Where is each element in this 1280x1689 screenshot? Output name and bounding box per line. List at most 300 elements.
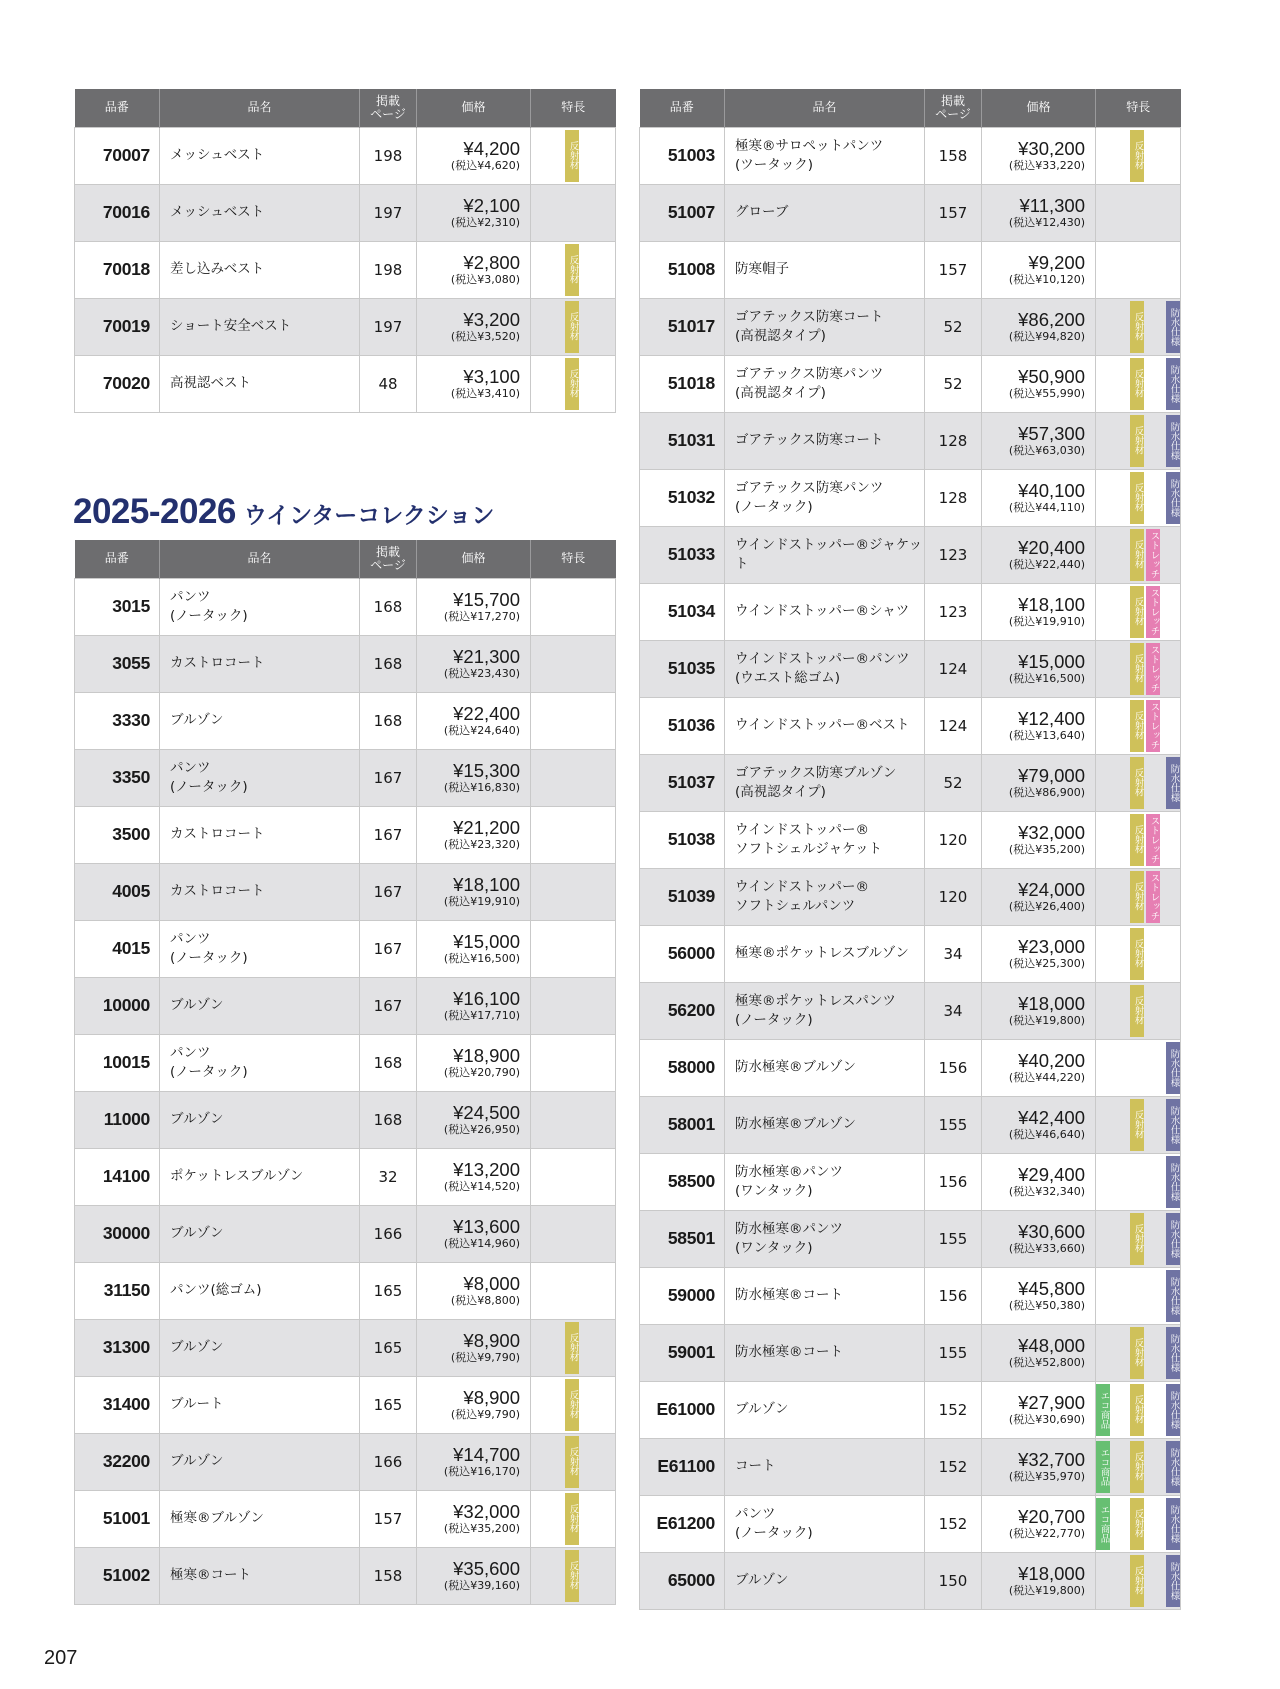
features-wrap [531,1092,615,1148]
product-name [725,925,925,982]
feature-tag-hansha: 反射材 [1130,985,1144,1037]
catalog-page: 168 [360,1091,417,1148]
product-name-line: ソフトシェルジャケット [735,840,882,857]
features [1096,697,1181,754]
features-wrap [1096,356,1180,412]
feature-tag-bousui: 防水仕様 [1166,1213,1180,1265]
features [1096,1096,1181,1153]
product-code: 10000 [75,977,160,1034]
price-main: ¥86,200 [1018,309,1085,331]
price-main: ¥40,100 [1018,480,1085,502]
price [982,526,1096,583]
feature-tag-stretch: ストレッチ [1146,814,1160,866]
table-row [640,697,1181,754]
product-name [160,692,360,749]
product-code: 58000 [640,1039,725,1096]
price-tax-included: (税込¥19,910) [443,894,520,908]
product-name-line: メッシュベスト [170,147,265,164]
product-name-line: ショート安全ベスト [170,318,292,335]
table-row [75,127,616,184]
feature-tag-bousui: 防水仕様 [1166,757,1180,809]
price [417,1262,531,1319]
features [1096,298,1181,355]
price-main: ¥57,300 [1018,423,1085,445]
price-main: ¥2,100 [463,195,520,217]
header-page-line2: ページ [370,106,406,121]
product-name-line: パンツ [170,931,211,948]
product-name [725,811,925,868]
catalog-page: 152 [925,1495,982,1552]
catalog-page: 34 [925,925,982,982]
header-code: 品番 [640,89,725,127]
price-tax-included: (税込¥86,900) [1008,785,1085,799]
catalog-page: 166 [360,1205,417,1262]
price-tax-included: (税込¥3,410) [450,386,520,400]
table-row [640,754,1181,811]
product-code: 3055 [75,635,160,692]
price-tax-included: (税込¥23,430) [443,666,520,680]
catalog-page: 152 [925,1438,982,1495]
feature-tag-hansha: 反射材 [1130,757,1144,809]
features [1096,868,1181,925]
feature-tag-hansha: 反射材 [565,1436,579,1488]
feature-tag-bousui: 防水仕様 [1166,1555,1180,1607]
section-title-year: 2025-2026 [73,492,236,531]
product-name-line: (ツータック) [735,156,814,173]
table-row [640,583,1181,640]
features-wrap [531,750,615,806]
table-row [75,749,616,806]
catalog-page: 158 [925,127,982,184]
product-name-line: ゴアテックス防寒パンツ [735,366,884,383]
price-tax-included: (税込¥63,030) [1008,443,1085,457]
product-name-line: 極寒®ポケットレスブルゾン [735,945,909,962]
price-tax-included: (税込¥55,990) [1008,386,1085,400]
product-code: 59001 [640,1324,725,1381]
features-wrap [1096,470,1180,526]
catalog-page: 168 [360,692,417,749]
price-main: ¥30,600 [1018,1221,1085,1243]
catalog-page: 165 [360,1319,417,1376]
price-main: ¥32,700 [1018,1449,1085,1471]
price-main: ¥42,400 [1018,1107,1085,1129]
product-code: 14100 [75,1148,160,1205]
price-tax-included: (税込¥26,400) [1008,899,1085,913]
table-row [640,1267,1181,1324]
product-code: 51037 [640,754,725,811]
header-page [360,89,417,127]
feature-tag-bousui: 防水仕様 [1166,415,1180,467]
table-row [640,982,1181,1039]
product-name-line: パンツ [735,1506,776,1523]
features-wrap [1096,1154,1180,1210]
features [1096,1438,1181,1495]
product-code: 30000 [75,1205,160,1262]
price-main: ¥8,900 [463,1387,520,1409]
features [531,1262,616,1319]
price [982,469,1096,526]
features-wrap [531,185,615,241]
price [417,1376,531,1433]
product-code: 51034 [640,583,725,640]
catalog-page: 156 [925,1267,982,1324]
product-code: 65000 [640,1552,725,1609]
product-code: 31400 [75,1376,160,1433]
product-name-line: 防水極寒®コート [735,1287,843,1304]
product-name-line: 高視認ベスト [170,375,251,392]
product-code: 59000 [640,1267,725,1324]
features-wrap [531,807,615,863]
features-wrap [1096,698,1180,754]
header-page-line1: 掲載 [940,94,965,109]
product-code: 31150 [75,1262,160,1319]
catalog-page: 167 [360,977,417,1034]
features [531,1148,616,1205]
price [417,1091,531,1148]
product-name-line: (ノータック) [170,778,248,795]
catalog-page: 123 [925,583,982,640]
product-name-line: 極寒®サロペットパンツ [735,138,884,155]
features [531,1091,616,1148]
product-name-line: (ノータック) [735,1524,813,1541]
price [417,635,531,692]
price-tax-included: (税込¥14,520) [443,1179,520,1193]
price-main: ¥18,000 [1018,1563,1085,1585]
price [417,977,531,1034]
product-name-line: ソフトシェルパンツ [735,897,856,914]
table-row [640,1210,1181,1267]
product-code: 56200 [640,982,725,1039]
price-tax-included: (税込¥13,640) [1008,728,1085,742]
catalog-page: 167 [360,749,417,806]
price-main: ¥2,800 [463,252,520,274]
product-name [725,868,925,925]
feature-tag-hansha: 反射材 [1130,415,1144,467]
table-row [75,1091,616,1148]
catalog-page: 128 [925,412,982,469]
price-tax-included: (税込¥19,910) [1008,614,1085,628]
features-wrap [1096,413,1180,469]
feature-tag-hansha: 反射材 [1130,1498,1144,1550]
catalog-page: 52 [925,754,982,811]
header-page-line1: 掲載 [375,94,400,109]
table-row [75,1376,616,1433]
product-name [725,526,925,583]
price [982,1495,1096,1552]
product-name-line: ブルート [170,1396,224,1413]
features [531,1205,616,1262]
price-main: ¥18,100 [1018,594,1085,616]
features-wrap [531,1206,615,1262]
features [531,184,616,241]
product-name-line: ゴアテックス防寒コート [735,432,884,449]
price-tax-included: (税込¥50,380) [1008,1298,1085,1312]
product-name [160,863,360,920]
catalog-page: 165 [360,1262,417,1319]
catalog-page: 198 [360,241,417,298]
price-main: ¥8,000 [463,1273,520,1295]
price-tax-included: (税込¥9,790) [450,1350,520,1364]
product-code: 51018 [640,355,725,412]
product-name-line: ブルゾン [170,1225,224,1242]
features-wrap [1096,1268,1180,1324]
product-name-line: パンツ [170,760,211,777]
product-code: 31300 [75,1319,160,1376]
price [982,754,1096,811]
price [417,241,531,298]
features [1096,1552,1181,1609]
product-code: 70018 [75,241,160,298]
feature-tag-hansha: 反射材 [1130,358,1144,410]
feature-tag-stretch: ストレッチ [1146,700,1160,752]
product-name [160,241,360,298]
features [1096,1381,1181,1438]
table-row [75,806,616,863]
catalog-page: 52 [925,298,982,355]
product-code: 70019 [75,298,160,355]
features [1096,1267,1181,1324]
product-code: 58001 [640,1096,725,1153]
catalog-page: 128 [925,469,982,526]
product-name-line: (ワンタック) [735,1239,813,1256]
product-name [725,1324,925,1381]
feature-tag-eco: エコ商品 [1096,1441,1110,1493]
product-code: 3350 [75,749,160,806]
price-main: ¥18,000 [1018,993,1085,1015]
price-tax-included: (税込¥17,270) [443,609,520,623]
catalog-page: 155 [925,1210,982,1267]
product-name-line: (高視認タイプ) [735,384,826,401]
price-main: ¥29,400 [1018,1164,1085,1186]
price [417,1547,531,1604]
price [982,1552,1096,1609]
price-main: ¥15,700 [453,589,520,611]
product-name-line: ブルゾン [170,1453,224,1470]
features-wrap [1096,641,1180,697]
feature-tag-stretch: ストレッチ [1146,871,1160,923]
catalog-page: 52 [925,355,982,412]
product-name-line: ウインドストッパー®ジャケット [735,537,923,572]
product-name-line: 防寒帽子 [735,261,789,278]
price [417,1433,531,1490]
price-tax-included: (税込¥44,220) [1008,1070,1085,1084]
header-price: 価格 [982,89,1096,127]
feature-tag-hansha: 反射材 [565,301,579,353]
features-wrap [531,1035,615,1091]
price [417,1034,531,1091]
features-wrap [531,636,615,692]
product-name-line: 極寒®ブルゾン [170,1510,264,1527]
product-name-line: カストロコート [170,883,265,900]
product-code: 58501 [640,1210,725,1267]
features [531,1034,616,1091]
features [1096,640,1181,697]
price-main: ¥79,000 [1018,765,1085,787]
product-name [160,635,360,692]
features-wrap [1096,1325,1180,1381]
price-main: ¥32,000 [453,1501,520,1523]
price [417,749,531,806]
feature-tag-hansha: 反射材 [1130,1213,1144,1265]
price-tax-included: (税込¥12,430) [1008,215,1085,229]
feature-tag-bousui: 防水仕様 [1166,1099,1180,1151]
table-row [75,578,616,635]
price [982,583,1096,640]
product-code: E61100 [640,1438,725,1495]
features-wrap [1096,128,1180,184]
features-wrap [531,1320,615,1376]
features [531,578,616,635]
feature-tag-hansha: 反射材 [565,130,579,182]
product-name-line: ブルゾン [170,1111,224,1128]
product-name-line: (ノータック) [735,1011,813,1028]
price-tax-included: (税込¥35,200) [443,1521,520,1535]
product-name-line: ウインドストッパー® [735,822,870,839]
product-name-line: カストロコート [170,655,265,672]
product-name-line: パンツ(総ゴム) [170,1282,262,1299]
features [1096,355,1181,412]
product-name [160,920,360,977]
price-main: ¥12,400 [1018,708,1085,730]
price-tax-included: (税込¥10,120) [1008,272,1085,286]
table-row [640,1324,1181,1381]
features [1096,1153,1181,1210]
price [417,184,531,241]
feature-tag-hansha: 反射材 [1130,871,1144,923]
feature-tag-hansha: 反射材 [1130,130,1144,182]
product-code: 4005 [75,863,160,920]
table-row [640,469,1181,526]
product-name [725,1438,925,1495]
price-tax-included: (税込¥16,830) [443,780,520,794]
features [531,1376,616,1433]
product-name-line: パンツ [170,1045,211,1062]
product-name [725,754,925,811]
product-name [725,1153,925,1210]
header-page-line2: ページ [935,106,971,121]
price-tax-included: (税込¥20,790) [443,1065,520,1079]
product-name-line: カストロコート [170,826,265,843]
price [417,863,531,920]
features-wrap [531,1149,615,1205]
product-name-line: 防水極寒®パンツ [735,1164,843,1181]
product-name-line: ブルゾン [170,997,224,1014]
catalog-page: 152 [925,1381,982,1438]
price-tax-included: (税込¥3,520) [450,329,520,343]
table-row [640,298,1181,355]
product-name [160,1205,360,1262]
product-code: 3015 [75,578,160,635]
catalog-page: 165 [360,1376,417,1433]
product-name-line: 防水極寒®ブルゾン [735,1059,856,1076]
header-code: 品番 [75,540,160,578]
product-name-line: 防水極寒®パンツ [735,1221,843,1238]
header-page [925,89,982,127]
product-name [725,1210,925,1267]
table-row [640,355,1181,412]
product-code: 3500 [75,806,160,863]
price-tax-included: (税込¥94,820) [1008,329,1085,343]
product-name-line: ブルゾン [170,1339,224,1356]
product-code: 51003 [640,127,725,184]
product-name [160,184,360,241]
feature-tag-hansha: 反射材 [1130,586,1144,638]
table-row [75,184,616,241]
product-name-line: (ウエスト総ゴム) [735,669,841,686]
price-main: ¥30,200 [1018,138,1085,160]
feature-tag-stretch: ストレッチ [1146,529,1160,581]
product-code: 51002 [75,1547,160,1604]
header-features: 特長 [531,89,616,127]
price-tax-included: (税込¥19,800) [1008,1583,1085,1597]
features-wrap [531,864,615,920]
feature-tag-hansha: 反射材 [1130,814,1144,866]
price [982,1381,1096,1438]
features [1096,127,1181,184]
product-name-line: (高視認タイプ) [735,327,826,344]
features-wrap [531,356,615,412]
product-name [725,1267,925,1324]
price-tax-included: (税込¥8,800) [450,1293,520,1307]
product-name [725,1381,925,1438]
price-tax-included: (税込¥16,500) [443,951,520,965]
price-tax-included: (税込¥4,620) [450,158,520,172]
price [982,127,1096,184]
features-wrap [531,579,615,635]
features [531,298,616,355]
table-header [640,89,1181,127]
product-name-line: 差し込みベスト [170,261,265,278]
features [1096,754,1181,811]
price-tax-included: (税込¥30,690) [1008,1412,1085,1426]
feature-tag-eco: エコ商品 [1096,1384,1110,1436]
header-price: 価格 [417,540,531,578]
features-wrap [1096,527,1180,583]
catalog-page: 124 [925,697,982,754]
features-wrap [531,1491,615,1547]
product-name-line: (ノータック) [735,498,813,515]
features-wrap [1096,1382,1180,1438]
feature-tag-hansha: 反射材 [1130,1099,1144,1151]
features-wrap [1096,1097,1180,1153]
product-name-line: ブルゾン [735,1401,789,1418]
price-main: ¥8,900 [463,1330,520,1352]
product-name-line: (ノータック) [170,949,248,966]
product-name-line: ゴアテックス防寒コート [735,309,884,326]
price-tax-included: (税込¥26,950) [443,1122,520,1136]
catalog-page: 32 [360,1148,417,1205]
price [982,355,1096,412]
features-wrap [1096,1553,1180,1609]
catalog-page: 156 [925,1039,982,1096]
features-wrap [531,1548,615,1604]
price [982,298,1096,355]
table-row [640,1438,1181,1495]
feature-tag-bousui: 防水仕様 [1166,1498,1180,1550]
features-wrap [1096,983,1180,1039]
product-name [725,583,925,640]
catalog-page: 155 [925,1096,982,1153]
price-main: ¥50,900 [1018,366,1085,388]
product-code: 4015 [75,920,160,977]
catalog-page: 198 [360,127,417,184]
product-name [160,1262,360,1319]
price-main: ¥27,900 [1018,1392,1085,1414]
product-name-line: ゴアテックス防寒パンツ [735,480,884,497]
price-main: ¥4,200 [463,138,520,160]
features [531,863,616,920]
catalog-page: 34 [925,982,982,1039]
